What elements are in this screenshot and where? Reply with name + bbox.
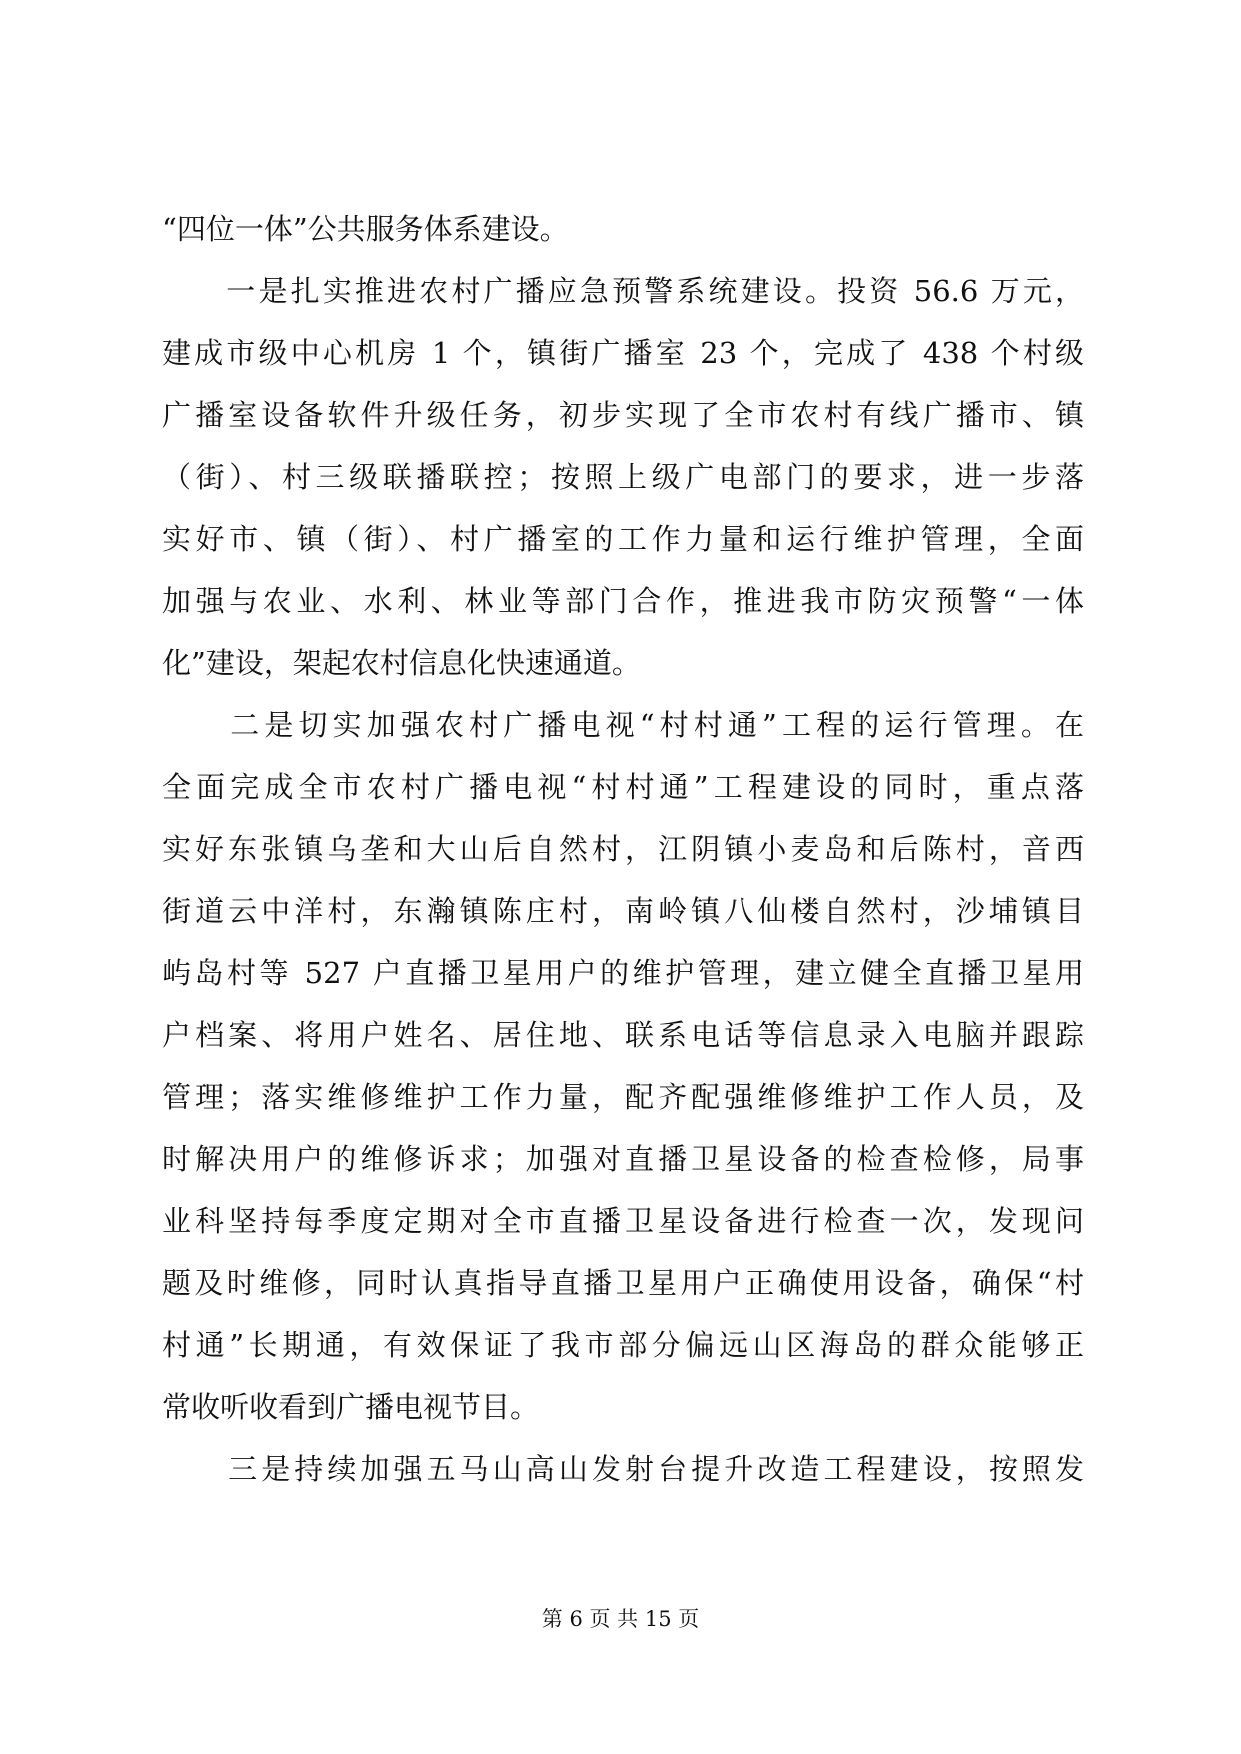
- body-text: [162, 198, 1084, 1500]
- text-line: 化”建设，架起农村信息化快速通道。: [162, 646, 641, 680]
- text-line: 管理；落实维修维护工作力量，配齐配强维修维护工作人员，及: [162, 1080, 1084, 1114]
- text-line: “四位一体”公共服务体系建设。: [162, 212, 569, 246]
- page-number: 第 6 页 共 15 页: [541, 1607, 700, 1631]
- text-line: 业科坚持每季度定期对全市直播卫星设备进行检查一次，发现问: [162, 1204, 1084, 1238]
- text-line: 一是扎实推进农村广播应急预警系统建设。投资 56.6 万元，: [162, 274, 1084, 308]
- text-line: 户档案、将用户姓名、居住地、联系电话等信息录入电脑并跟踪: [162, 1018, 1084, 1052]
- text-line: 常收听收看到广播电视节目。: [162, 1390, 540, 1424]
- text-line: 三是持续加强五马山高山发射台提升改造工程建设，按照发: [162, 1452, 1084, 1486]
- text-line: （街）、村三级联播联控；按照上级广电部门的要求，进一步落: [162, 460, 1084, 494]
- text-line: 实好市、镇（街）、村广播室的工作力量和运行维护管理，全面: [162, 522, 1084, 556]
- text-line: 加强与农业、水利、林业等部门合作，推进我市防灾预警“一体: [162, 584, 1084, 618]
- text-line: 时解决用户的维修诉求；加强对直播卫星设备的检查检修，局事: [162, 1142, 1084, 1176]
- text-line: 广播室设备软件升级任务，初步实现了全市农村有线广播市、镇: [162, 398, 1084, 432]
- text-line: 街道云中洋村，东瀚镇陈庄村，南岭镇八仙楼自然村，沙埔镇目: [162, 894, 1084, 928]
- text-line: 建成市级中心机房 1 个，镇街广播室 23 个，完成了 438 个村级: [162, 336, 1084, 370]
- text-line: 村通”长期通，有效保证了我市部分偏远山区海岛的群众能够正: [162, 1328, 1084, 1362]
- text-line: 实好东张镇乌垄和大山后自然村，江阴镇小麦岛和后陈村，音西: [162, 832, 1084, 866]
- text-line: 二是切实加强农村广播电视“村村通”工程的运行管理。在: [162, 708, 1084, 742]
- text-line: 题及时维修，同时认真指导直播卫星用户正确使用设备，确保“村: [162, 1266, 1084, 1300]
- text-line: 全面完成全市农村广播电视“村村通”工程建设的同时，重点落: [162, 770, 1084, 804]
- page-footer: [0, 1604, 1241, 1634]
- text-line: 屿岛村等 527 户直播卫星用户的维护管理，建立健全直播卫星用: [162, 956, 1084, 990]
